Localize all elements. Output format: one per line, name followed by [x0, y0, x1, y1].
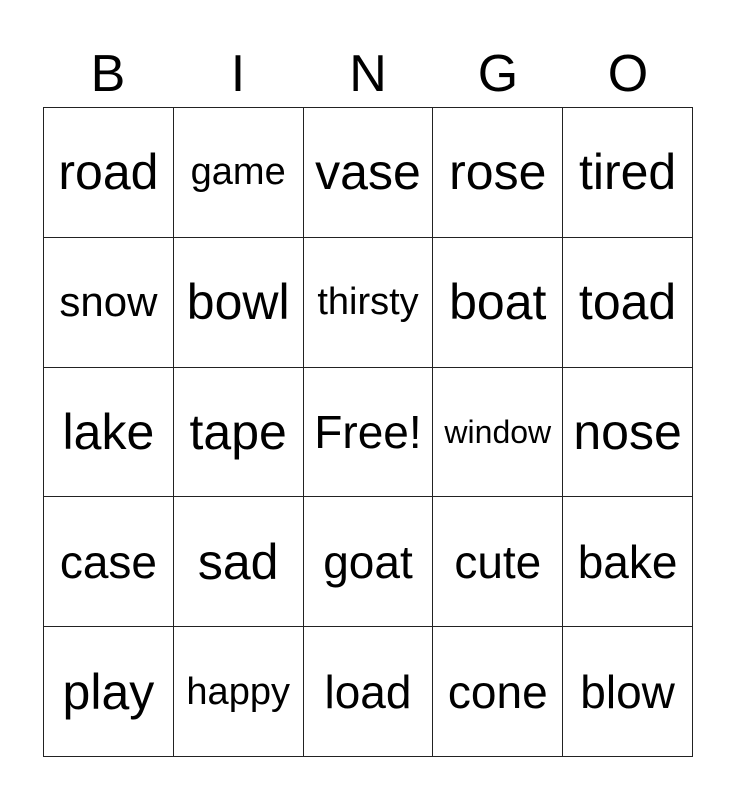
bingo-cell: happy — [174, 627, 304, 757]
bingo-cell: toad — [563, 238, 693, 368]
bingo-cell: play — [44, 627, 174, 757]
header-letter-i: I — [230, 45, 246, 103]
bingo-cell: bowl — [174, 238, 304, 368]
bingo-header — [43, 40, 693, 108]
bingo-cell: nose — [563, 368, 693, 498]
free-space-cell: Free! — [304, 368, 434, 498]
header-letter-n: N — [349, 45, 387, 103]
header-letter-g: G — [477, 45, 519, 103]
bingo-cell: tape — [174, 368, 304, 498]
bingo-cell: goat — [304, 497, 434, 627]
header-letter-o: O — [607, 45, 649, 103]
bingo-cell: cone — [433, 627, 563, 757]
bingo-cell: snow — [44, 238, 174, 368]
bingo-cell: sad — [174, 497, 304, 627]
bingo-cell: blow — [563, 627, 693, 757]
bingo-cell: tired — [563, 108, 693, 238]
bingo-cell: game — [174, 108, 304, 238]
bingo-cell: load — [304, 627, 434, 757]
bingo-cell: vase — [304, 108, 434, 238]
bingo-cell: case — [44, 497, 174, 627]
header-letter-b: B — [90, 45, 126, 103]
bingo-cell: cute — [433, 497, 563, 627]
bingo-board — [43, 107, 693, 757]
bingo-cell: bake — [563, 497, 693, 627]
bingo-cell: lake — [44, 368, 174, 498]
bingo-cell: thirsty — [304, 238, 434, 368]
bingo-cell: boat — [433, 238, 563, 368]
bingo-cell: road — [44, 108, 174, 238]
bingo-cell: window — [433, 368, 563, 498]
bingo-cell: rose — [433, 108, 563, 238]
